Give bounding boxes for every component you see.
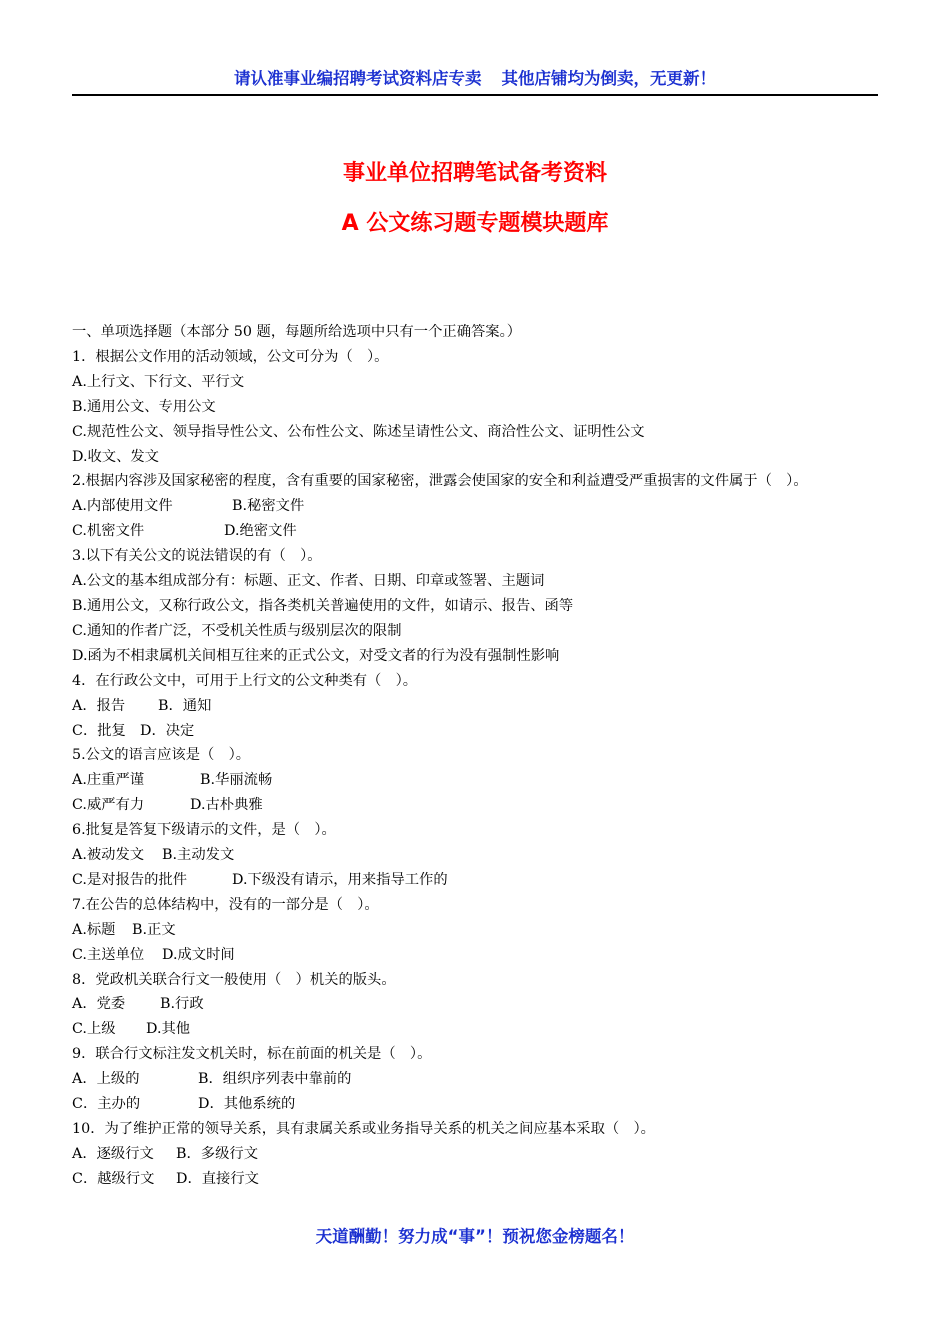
option: C．主办的 bbox=[72, 1096, 141, 1113]
option: A.庄重严谨 bbox=[72, 772, 145, 789]
option: C.规范性公文、领导指导性公文、公布性公文、陈述呈请性公文、商洽性公文、证明性公文 bbox=[72, 423, 645, 440]
option: A．上级的 bbox=[72, 1071, 140, 1088]
page-header bbox=[72, 64, 878, 96]
header-notice-right: 其他店铺均为倒卖，无更新！ bbox=[501, 69, 716, 88]
question-2: 2.根据内容涉及国家秘密的程度，含有重要的国家秘密，泄露会使国家的安全和利益遭受严重损害的文件属于（ ）。 bbox=[72, 473, 808, 490]
option: A．报告 bbox=[72, 697, 126, 714]
option: B.行政 bbox=[160, 996, 204, 1013]
option: D．决定 bbox=[140, 722, 195, 739]
option: B.华丽流畅 bbox=[200, 772, 273, 789]
header-notice-left: 请认准事业编招聘考试资料店专卖 bbox=[234, 69, 482, 88]
option: A.内部使用文件 bbox=[72, 498, 173, 515]
option: D.其他 bbox=[146, 1021, 191, 1038]
option: C．批复 bbox=[72, 722, 126, 739]
option: B.主动发文 bbox=[162, 847, 235, 864]
question-6: 6.批复是答复下级请示的文件，是（ ）。 bbox=[72, 822, 336, 839]
question-3: 3.以下有关公文的说法错误的有（ ）。 bbox=[72, 548, 322, 565]
question-content bbox=[72, 320, 882, 1192]
option: D.绝密文件 bbox=[224, 523, 297, 540]
option: D.下级没有请示，用来指导工作的 bbox=[232, 871, 448, 888]
option: A．党委 bbox=[72, 996, 126, 1013]
option: A.公文的基本组成部分有：标题、正文、作者、日期、印章或签署、主题词 bbox=[72, 573, 545, 590]
doc-title: 事业单位招聘笔试备考资料 bbox=[342, 161, 607, 186]
question-7: 7.在公告的总体结构中，没有的一部分是（ ）。 bbox=[72, 896, 379, 913]
option: A.被动发文 bbox=[72, 847, 145, 864]
question-8: 8．党政机关联合行文一般使用（ ）机关的版头。 bbox=[72, 971, 396, 988]
page-footer: 天道酬勤！努力成“事”！预祝您金榜题名！ bbox=[315, 1227, 635, 1246]
option: C．越级行文 bbox=[72, 1170, 155, 1187]
option: B．多级行文 bbox=[176, 1145, 258, 1162]
option: C.机密文件 bbox=[72, 523, 145, 540]
option: C.是对报告的批件 bbox=[72, 871, 188, 888]
question-10: 10．为了维护正常的领导关系，具有隶属关系或业务指导关系的机关之间应基本采取（ ）。 bbox=[72, 1121, 655, 1137]
option: C.上级 bbox=[72, 1021, 116, 1038]
option: D．其他系统的 bbox=[198, 1096, 296, 1113]
option: C.通知的作者广泛，不受机关性质与级别层次的限制 bbox=[72, 622, 402, 639]
option: B．组织序列表中靠前的 bbox=[198, 1071, 352, 1088]
option: B.秘密文件 bbox=[232, 498, 305, 515]
option: B.正文 bbox=[132, 921, 176, 938]
option: B．通知 bbox=[158, 697, 212, 714]
option: C.威严有力 bbox=[72, 797, 145, 814]
section-heading: 一、单项选择题（本部分 50 题，每题所给选项中只有一个正确答案。） bbox=[72, 324, 522, 340]
option: D.函为不相隶属机关间相互往来的正式公文，对受文者的行为没有强制性影响 bbox=[72, 647, 560, 664]
option: A．逐级行文 bbox=[72, 1145, 154, 1162]
question-9: 9．联合行文标注发文机关时，标在前面的机关是（ ）。 bbox=[72, 1046, 432, 1063]
option: D.收文、发文 bbox=[72, 448, 159, 465]
option: D．直接行文 bbox=[176, 1170, 259, 1187]
question-5: 5.公文的语言应该是（ ）。 bbox=[72, 747, 251, 764]
option: C.主送单位 bbox=[72, 946, 145, 963]
question-1: 1．根据公文作用的活动领域，公文可分为（ ）。 bbox=[72, 348, 389, 365]
option: A.上行文、下行文、平行文 bbox=[72, 373, 245, 390]
doc-subtitle: A 公文练习题专题模块题库 bbox=[341, 211, 609, 236]
option: B.通用公文、专用公文 bbox=[72, 398, 216, 415]
question-4: 4．在行政公文中，可用于上行文的公文种类有（ ）。 bbox=[72, 672, 418, 689]
option: B.通用公文，又称行政公文，指各类机关普遍使用的文件，如请示、报告、函等 bbox=[72, 597, 574, 614]
option: D.成文时间 bbox=[162, 946, 235, 963]
option: D.古朴典雅 bbox=[190, 797, 263, 814]
option: A.标题 bbox=[72, 921, 116, 938]
